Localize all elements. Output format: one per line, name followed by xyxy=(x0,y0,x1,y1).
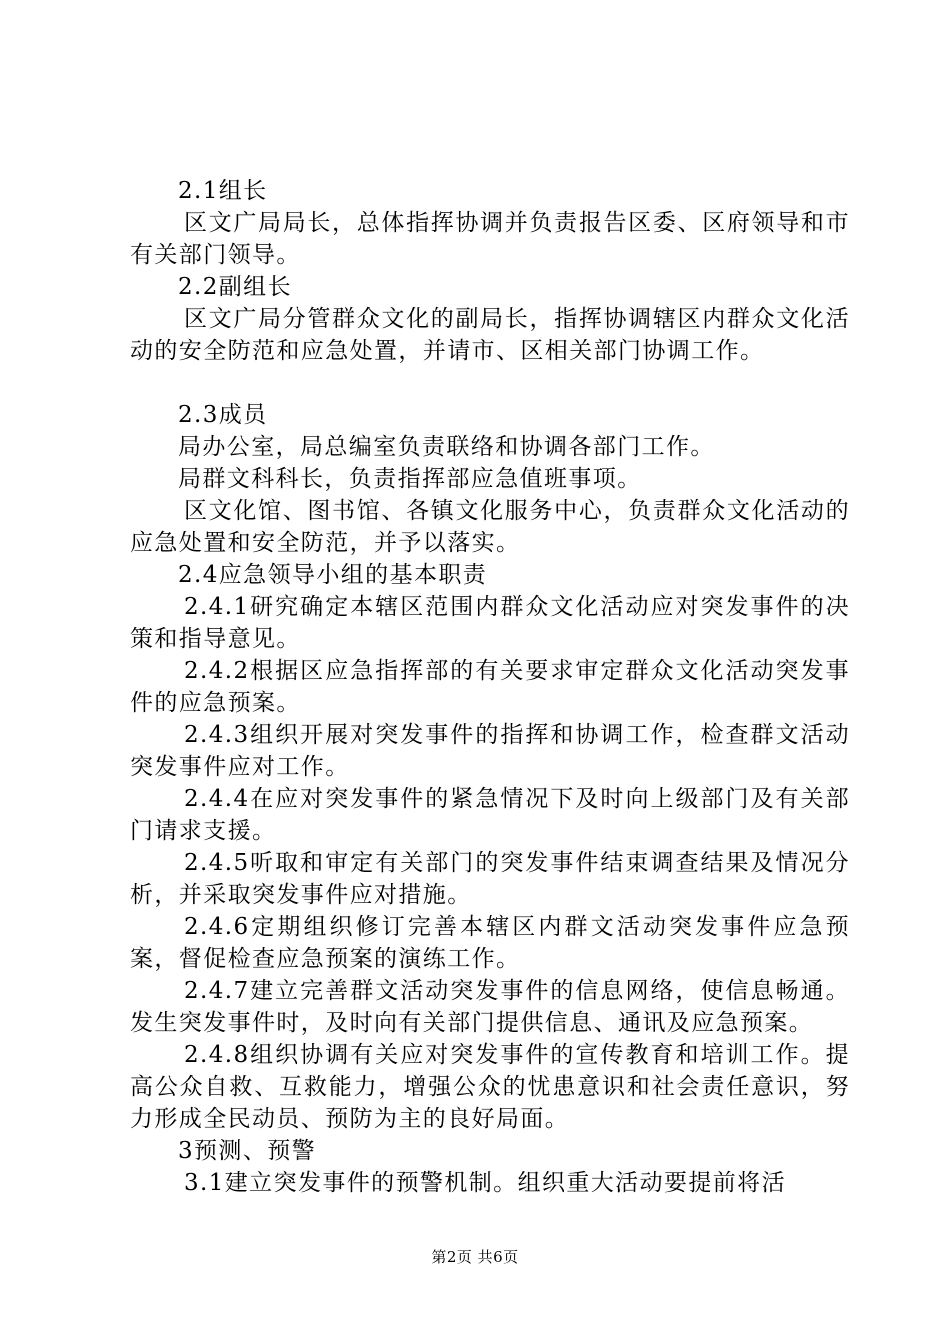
page-footer: 第2页 共6页 xyxy=(431,1248,519,1266)
paragraph: 2.4.7建立完善群文活动突发事件的信息网络，使信息畅通。发生突发事件时，及时向有关部门提供信息、通讯及应急预案。 xyxy=(130,978,850,1036)
paragraph: 2.4.1研究确定本辖区范围内群众文化活动应对突发事件的决策和指导意见。 xyxy=(130,594,850,652)
paragraph: 2.4.6定期组织修订完善本辖区内群文活动突发事件应急预案，督促检查应急预案的演练工作。 xyxy=(130,914,850,972)
paragraph: 2.4.4在应对突发事件的紧急情况下及时向上级部门及有关部门请求支援。 xyxy=(130,786,850,844)
section-heading: 2.3成员 xyxy=(178,402,268,428)
paragraph: 局群文科科长，负责指挥部应急值班事项。 xyxy=(178,466,642,492)
paragraph: 2.4.8组织协调有关应对突发事件的宣传教育和培训工作。提高公众自救、互救能力，增强公众的忧患意识和社会责任意识，努力形成全民动员、预防为主的良好局面。 xyxy=(130,1042,850,1132)
paragraph: 区文广局局长，总体指挥协调并负责报告区委、区府领导和市有关部门领导。 xyxy=(130,210,850,268)
paragraph: 2.4.2根据区应急指挥部的有关要求审定群众文化活动突发事件的应急预案。 xyxy=(130,658,850,716)
paragraph: 3.1建立突发事件的预警机制。组织重大活动要提前将活 xyxy=(184,1170,786,1196)
paragraph: 2.4.3组织开展对突发事件的指挥和协调工作，检查群文活动突发事件应对工作。 xyxy=(130,722,850,780)
section-heading: 3预测、预警 xyxy=(178,1138,317,1164)
paragraph: 局办公室，局总编室负责联络和协调各部门工作。 xyxy=(178,434,715,460)
document-body xyxy=(130,175,850,1199)
section-heading: 2.4应急领导小组的基本职责 xyxy=(178,562,488,588)
section-heading: 2.1组长 xyxy=(178,178,268,204)
section-heading: 2.2副组长 xyxy=(178,274,292,300)
paragraph: 2.4.5听取和审定有关部门的突发事件结束调查结果及情况分析，并采取突发事件应对措施。 xyxy=(130,850,850,908)
paragraph: 区文广局分管群众文化的副局长，指挥协调辖区内群众文化活动的安全防范和应急处置，并请市、区相关部门协调工作。 xyxy=(130,306,850,364)
paragraph: 区文化馆、图书馆、各镇文化服务中心，负责群众文化活动的应急处置和安全防范，并予以落实。 xyxy=(130,498,850,556)
